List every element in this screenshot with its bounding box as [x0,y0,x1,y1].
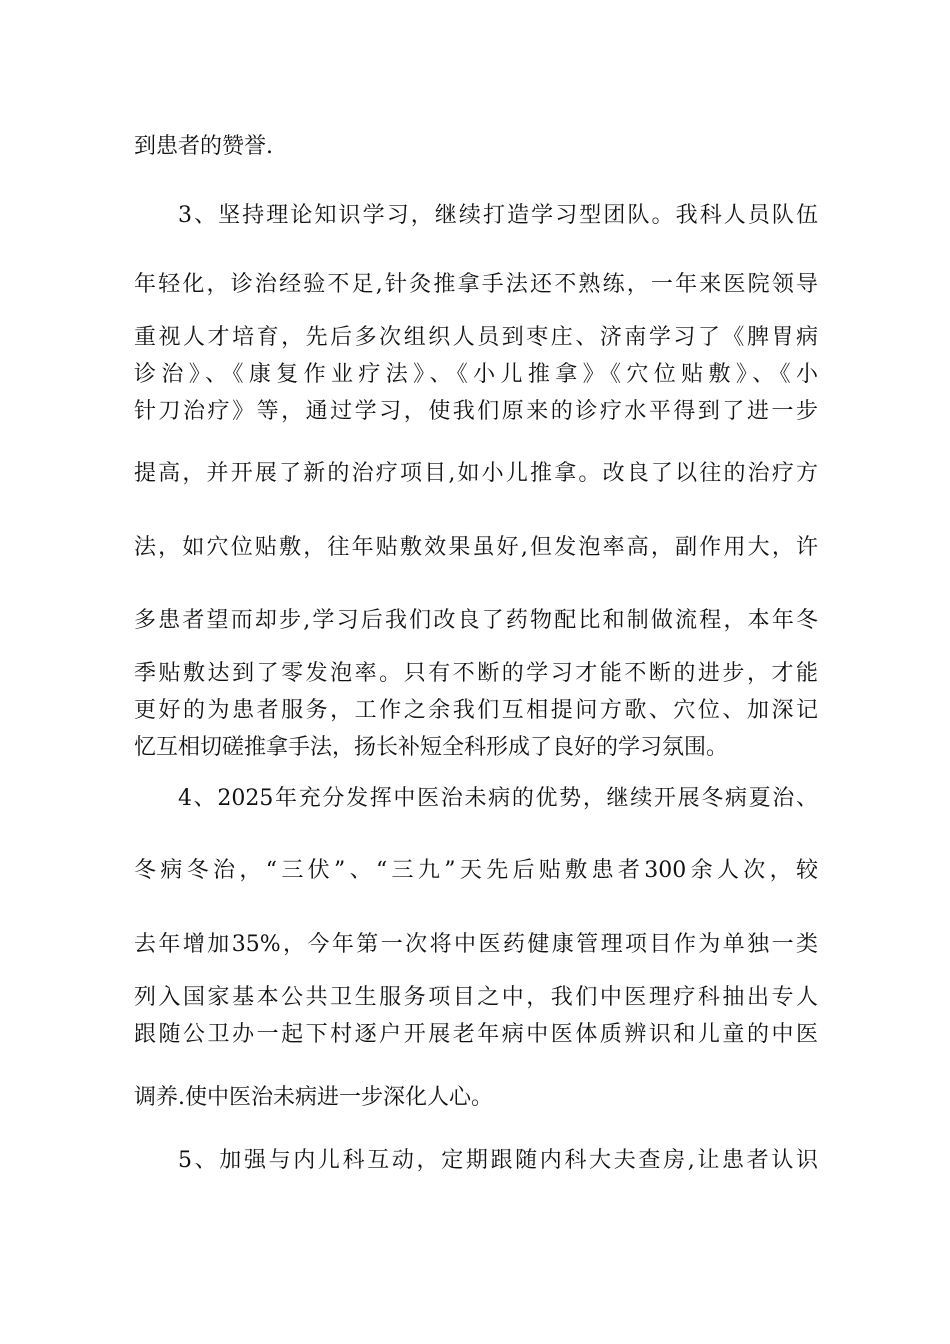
text-line: 列入国家基本公共卫生服务项目之中，我们中医理疗科抽出专人 [134,985,818,1010]
text-line: 重视人才培育，先后多次组织人员到枣庄、济南学习了《脾胃病 [134,325,818,350]
text-line: 去年增加35%，今年第一次将中医药健康管理项目作为单独一类 [134,932,818,957]
paragraph-5-start: 5、加强与内儿科互动，定期跟随内科大夫查房,让患者认识 [178,1148,818,1173]
text-line: 到患者的赞誉. [134,134,273,159]
text-line: 年轻化，诊治经验不足,针灸推拿手法还不熟练，一年来医院领导 [134,272,818,297]
text-line: 针刀治疗》等，通过学习，使我们原来的诊疗水平得到了进一步 [134,399,818,424]
text-line: 更好的为患者服务，工作之余我们互相提问方歌、穴位、加深记 [134,698,818,723]
text-line: 冬病冬治，“三伏”、“三九”天先后贴敷患者300余人次，较 [134,858,818,883]
paragraph-4-start: 4、2025年充分发挥中医治未病的优势，继续开展冬病夏治、 [178,786,818,811]
text-line: 提高，并开展了新的治疗项目,如小儿推拿。改良了以往的治疗方 [134,461,818,486]
text-line: 诊治》、《康复作业疗法》、《小儿推拿》《穴位贴敷》、《小 [134,362,818,387]
text-line: 跟随公卫办一起下村逐户开展老年病中医体质辨识和儿童的中医 [134,1022,818,1047]
text-line: 多患者望而却步,学习后我们改良了药物配比和制做流程，本年冬 [134,608,818,633]
text-line: 季贴敷达到了零发泡率。只有不断的学习才能不断的进步，才能 [134,661,818,686]
paragraph-3-start: 3、坚持理论知识学习，继续打造学习型团队。我科人员队伍 [178,203,818,228]
text-line: 法，如穴位贴敷，往年贴敷效果虽好,但发泡率高，副作用大，许 [134,535,818,560]
text-line: 忆互相切磋推拿手法，扬长补短全科形成了良好的学习氛围。 [134,735,729,760]
text-line: 调养.使中医治未病进一步深化人心。 [134,1085,493,1110]
